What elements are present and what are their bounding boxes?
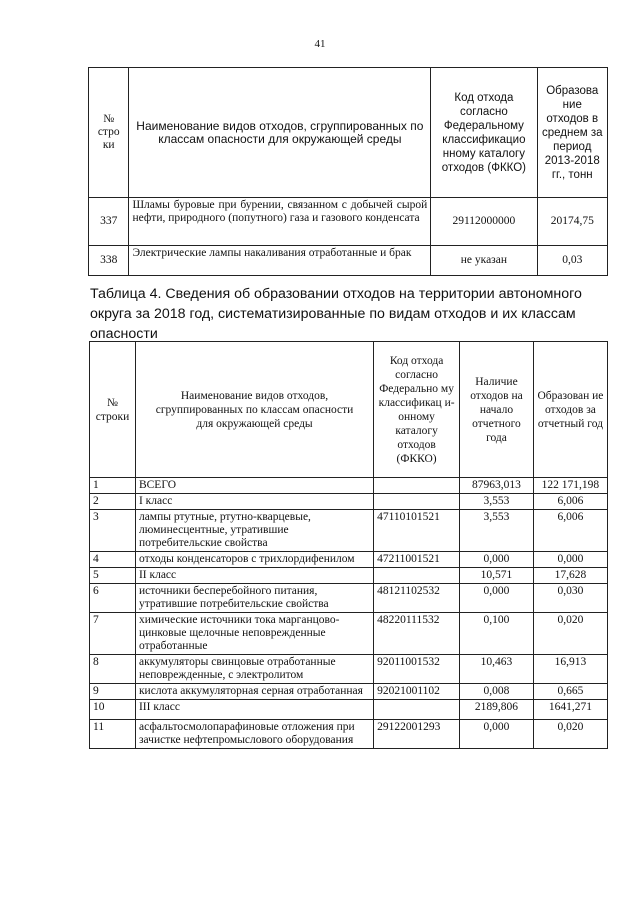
row-number: 337: [89, 198, 129, 246]
table-row: [90, 478, 608, 494]
waste-name: ВСЕГО: [135, 478, 373, 494]
table-caption: Таблица 4. Сведения об образовании отходов на территории автономного округа за 2018 год, систематизированные по видам отходов и их классам опасности: [90, 286, 582, 342]
fkko-code: 48121102532: [374, 584, 460, 613]
formed-value: 0,020: [533, 720, 607, 749]
average-value: 0,03: [537, 246, 607, 276]
formed-value: 1641,271: [533, 700, 607, 720]
row-number: 4: [90, 552, 136, 568]
header-fkko-code: Код отхода согласно Федеральному классификацио нному каталогу отходов (ФККО): [431, 68, 537, 198]
waste-name: III класс: [135, 700, 373, 720]
fkko-code: не указан: [431, 246, 537, 276]
stock-start-value: 0,100: [460, 613, 534, 655]
fkko-code: 92021001102: [374, 684, 460, 700]
table-header-row: [89, 68, 608, 198]
table-row: [90, 584, 608, 613]
table-row: [90, 494, 608, 510]
fkko-code: 29112000000: [431, 198, 537, 246]
waste-name: асфальтосмолопарафиновые отложения при зачистке нефтепромыслового оборудования: [135, 720, 373, 749]
fkko-code: 47211001521: [374, 552, 460, 568]
waste-name: лампы ртутные, ртутно-кварцевые, люминесцентные, утратившие потребительские свойства: [135, 510, 373, 552]
header-formed-in-year: Образован ие отходов за отчетный год: [533, 342, 607, 478]
row-number: 10: [90, 700, 136, 720]
waste-name: аккумуляторы свинцовые отработанные неповрежденные, с электролитом: [135, 655, 373, 684]
header-row-number: № строки: [90, 342, 136, 478]
row-number: 338: [89, 246, 129, 276]
table-header-row: [90, 342, 608, 478]
stock-start-value: 0,000: [460, 552, 534, 568]
stock-start-value: 3,553: [460, 510, 534, 552]
header-row-number: № стро ки: [89, 68, 129, 198]
fkko-code: [374, 700, 460, 720]
formed-value: 6,006: [533, 510, 607, 552]
table-row: [90, 684, 608, 700]
row-number: 9: [90, 684, 136, 700]
header-waste-name: Наименование видов отходов, сгруппированных по классам опасности для окружающей среды: [135, 342, 373, 478]
row-number: 7: [90, 613, 136, 655]
formed-value: 6,006: [533, 494, 607, 510]
formed-value: 0,030: [533, 584, 607, 613]
table-row: [90, 613, 608, 655]
waste-name: химические источники тока марганцово-цинковые щелочные неповрежденные отработанные: [135, 613, 373, 655]
waste-table-continuation: [88, 67, 608, 276]
formed-value: 122 171,198: [533, 478, 607, 494]
fkko-code: [374, 568, 460, 584]
row-number: 6: [90, 584, 136, 613]
formed-value: 0,665: [533, 684, 607, 700]
waste-name: II класс: [135, 568, 373, 584]
table-row: [90, 552, 608, 568]
waste-name: отходы конденсаторов с трихлордифенилом: [135, 552, 373, 568]
stock-start-value: 10,463: [460, 655, 534, 684]
header-waste-name: Наименование видов отходов, сгруппированных по классам опасности для окружающей среды: [129, 68, 431, 198]
formed-value: 16,913: [533, 655, 607, 684]
table-row: [89, 198, 608, 246]
table-row: [90, 720, 608, 749]
formed-value: 0,000: [533, 552, 607, 568]
header-average-formation: Образова ние отходов в среднем за период 2013-2018 гг., тонн: [537, 68, 607, 198]
table-row: [90, 655, 608, 684]
stock-start-value: 0,008: [460, 684, 534, 700]
fkko-code: 48220111532: [374, 613, 460, 655]
waste-name: I класс: [135, 494, 373, 510]
fkko-code: 92011001532: [374, 655, 460, 684]
row-number: 3: [90, 510, 136, 552]
average-value: 20174,75: [537, 198, 607, 246]
fkko-code: 47110101521: [374, 510, 460, 552]
row-number: 2: [90, 494, 136, 510]
fkko-code: [374, 494, 460, 510]
table-row: [90, 510, 608, 552]
formed-value: 0,020: [533, 613, 607, 655]
table-row: [89, 246, 608, 276]
row-number: 1: [90, 478, 136, 494]
stock-start-value: 10,571: [460, 568, 534, 584]
waste-name: Шламы буровые при бурении, связанном с добычей сырой нефти, природного (попутного) газа и газового конденсата: [129, 198, 431, 246]
waste-name: Электрические лампы накаливания отработанные и брак: [129, 246, 431, 276]
stock-start-value: 2189,806: [460, 700, 534, 720]
formed-value: 17,628: [533, 568, 607, 584]
stock-start-value: 0,000: [460, 720, 534, 749]
header-fkko-code: Код отхода согласно Федерально му классификац и-онному каталогу отходов (ФККО): [374, 342, 460, 478]
fkko-code: 29122001293: [374, 720, 460, 749]
stock-start-value: 3,553: [460, 494, 534, 510]
waste-name: кислота аккумуляторная серная отработанная: [135, 684, 373, 700]
table-row: [90, 700, 608, 720]
row-number: 8: [90, 655, 136, 684]
stock-start-value: 0,000: [460, 584, 534, 613]
waste-name: источники бесперебойного питания, утратившие потребительские свойства: [135, 584, 373, 613]
row-number: 11: [90, 720, 136, 749]
table-row: [90, 568, 608, 584]
fkko-code: [374, 478, 460, 494]
header-stock-start: Наличие отходов на начало отчетного года: [460, 342, 534, 478]
stock-start-value: 87963,013: [460, 478, 534, 494]
row-number: 5: [90, 568, 136, 584]
waste-table-4: [89, 341, 608, 749]
page-number: 41: [314, 38, 326, 50]
